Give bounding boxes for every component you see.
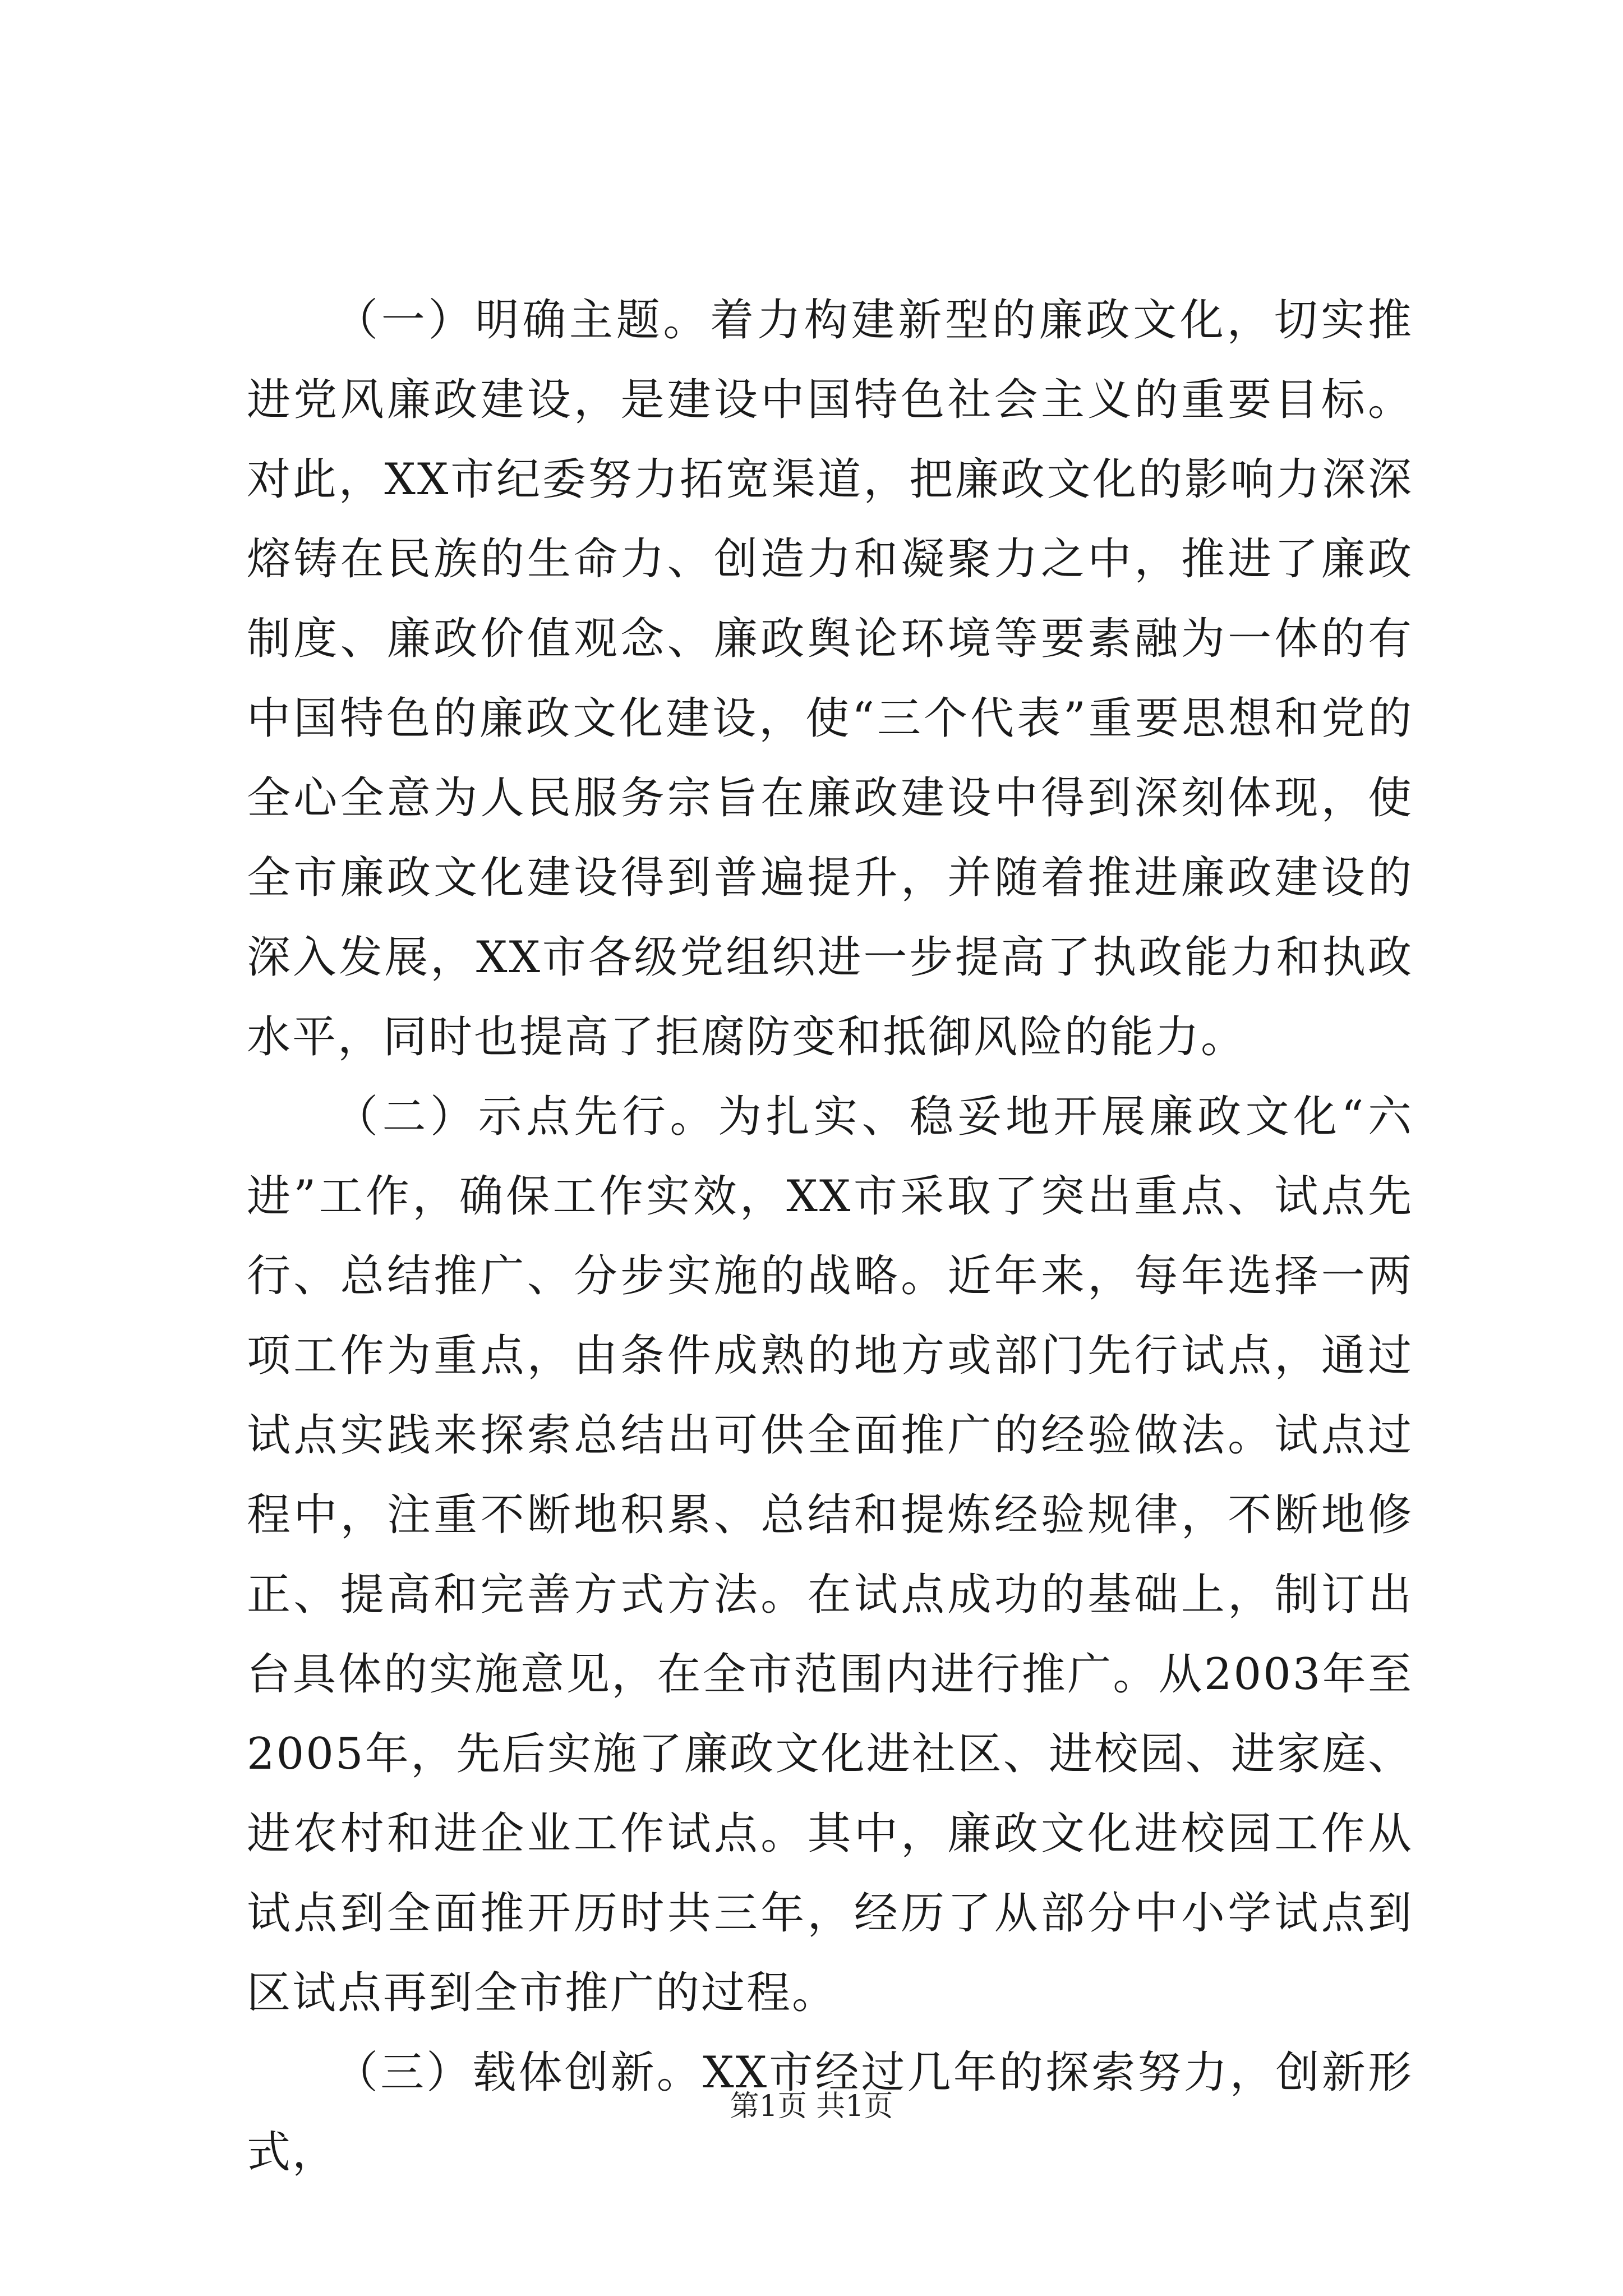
page-number-label: 第1页 共1页 <box>730 2090 893 2123</box>
paragraph-1: （一）明确主题。着力构建新型的廉政文化，切实推进党风廉政建设，是建设中国特色社会主义的重要目标。对此，XX市纪委努力拓宽渠道，把廉政文化的影响力深深熔铸在民族的生命力、创造力和凝聚力之中，推进了廉政制度、廉政价值观念、廉政舆论环境等要素融为一体的有中国特色的廉政文化建设，使“三个代表”重要思想和党的全心全意为人民服务宗旨在廉政建设中得到深刻体现，使全市廉政文化建设得到普遍提升，并随着推进廉政建设的深入发展，XX市各级党组织进一步提高了执政能力和执政水平，同时也提高了拒腐防变和抵御风险的能力。 <box>247 295 1413 1062</box>
paragraph-3: （三）载体创新。XX市经过几年的探索努力，创新形式， <box>247 2047 1413 2178</box>
page-footer <box>0 2087 1623 2126</box>
document-body <box>247 280 1413 2192</box>
paragraph-2: （二）示点先行。为扎实、稳妥地开展廉政文化“六进”工作，确保工作实效，XX市采取了突出重点、试点先行、总结推广、分步实施的战略。近年来，每年选择一两项工作为重点，由条件成熟的地方或部门先行试点，通过试点实践来探索总结出可供全面推广的经验做法。试点过程中，注重不断地积累、总结和提炼经验规律，不断地修正、提高和完善方式方法。在试点成功的基础上，制订出台具体的实施意见，在全市范围内进行推广。从2003年至2005年，先后实施了廉政文化进社区、进校园、进家庭、进农村和进企业工作试点。其中，廉政文化进校园工作从试点到全面推开历时共三年，经历了从部分中小学试点到区试点再到全市推广的过程。 <box>247 1092 1413 2018</box>
